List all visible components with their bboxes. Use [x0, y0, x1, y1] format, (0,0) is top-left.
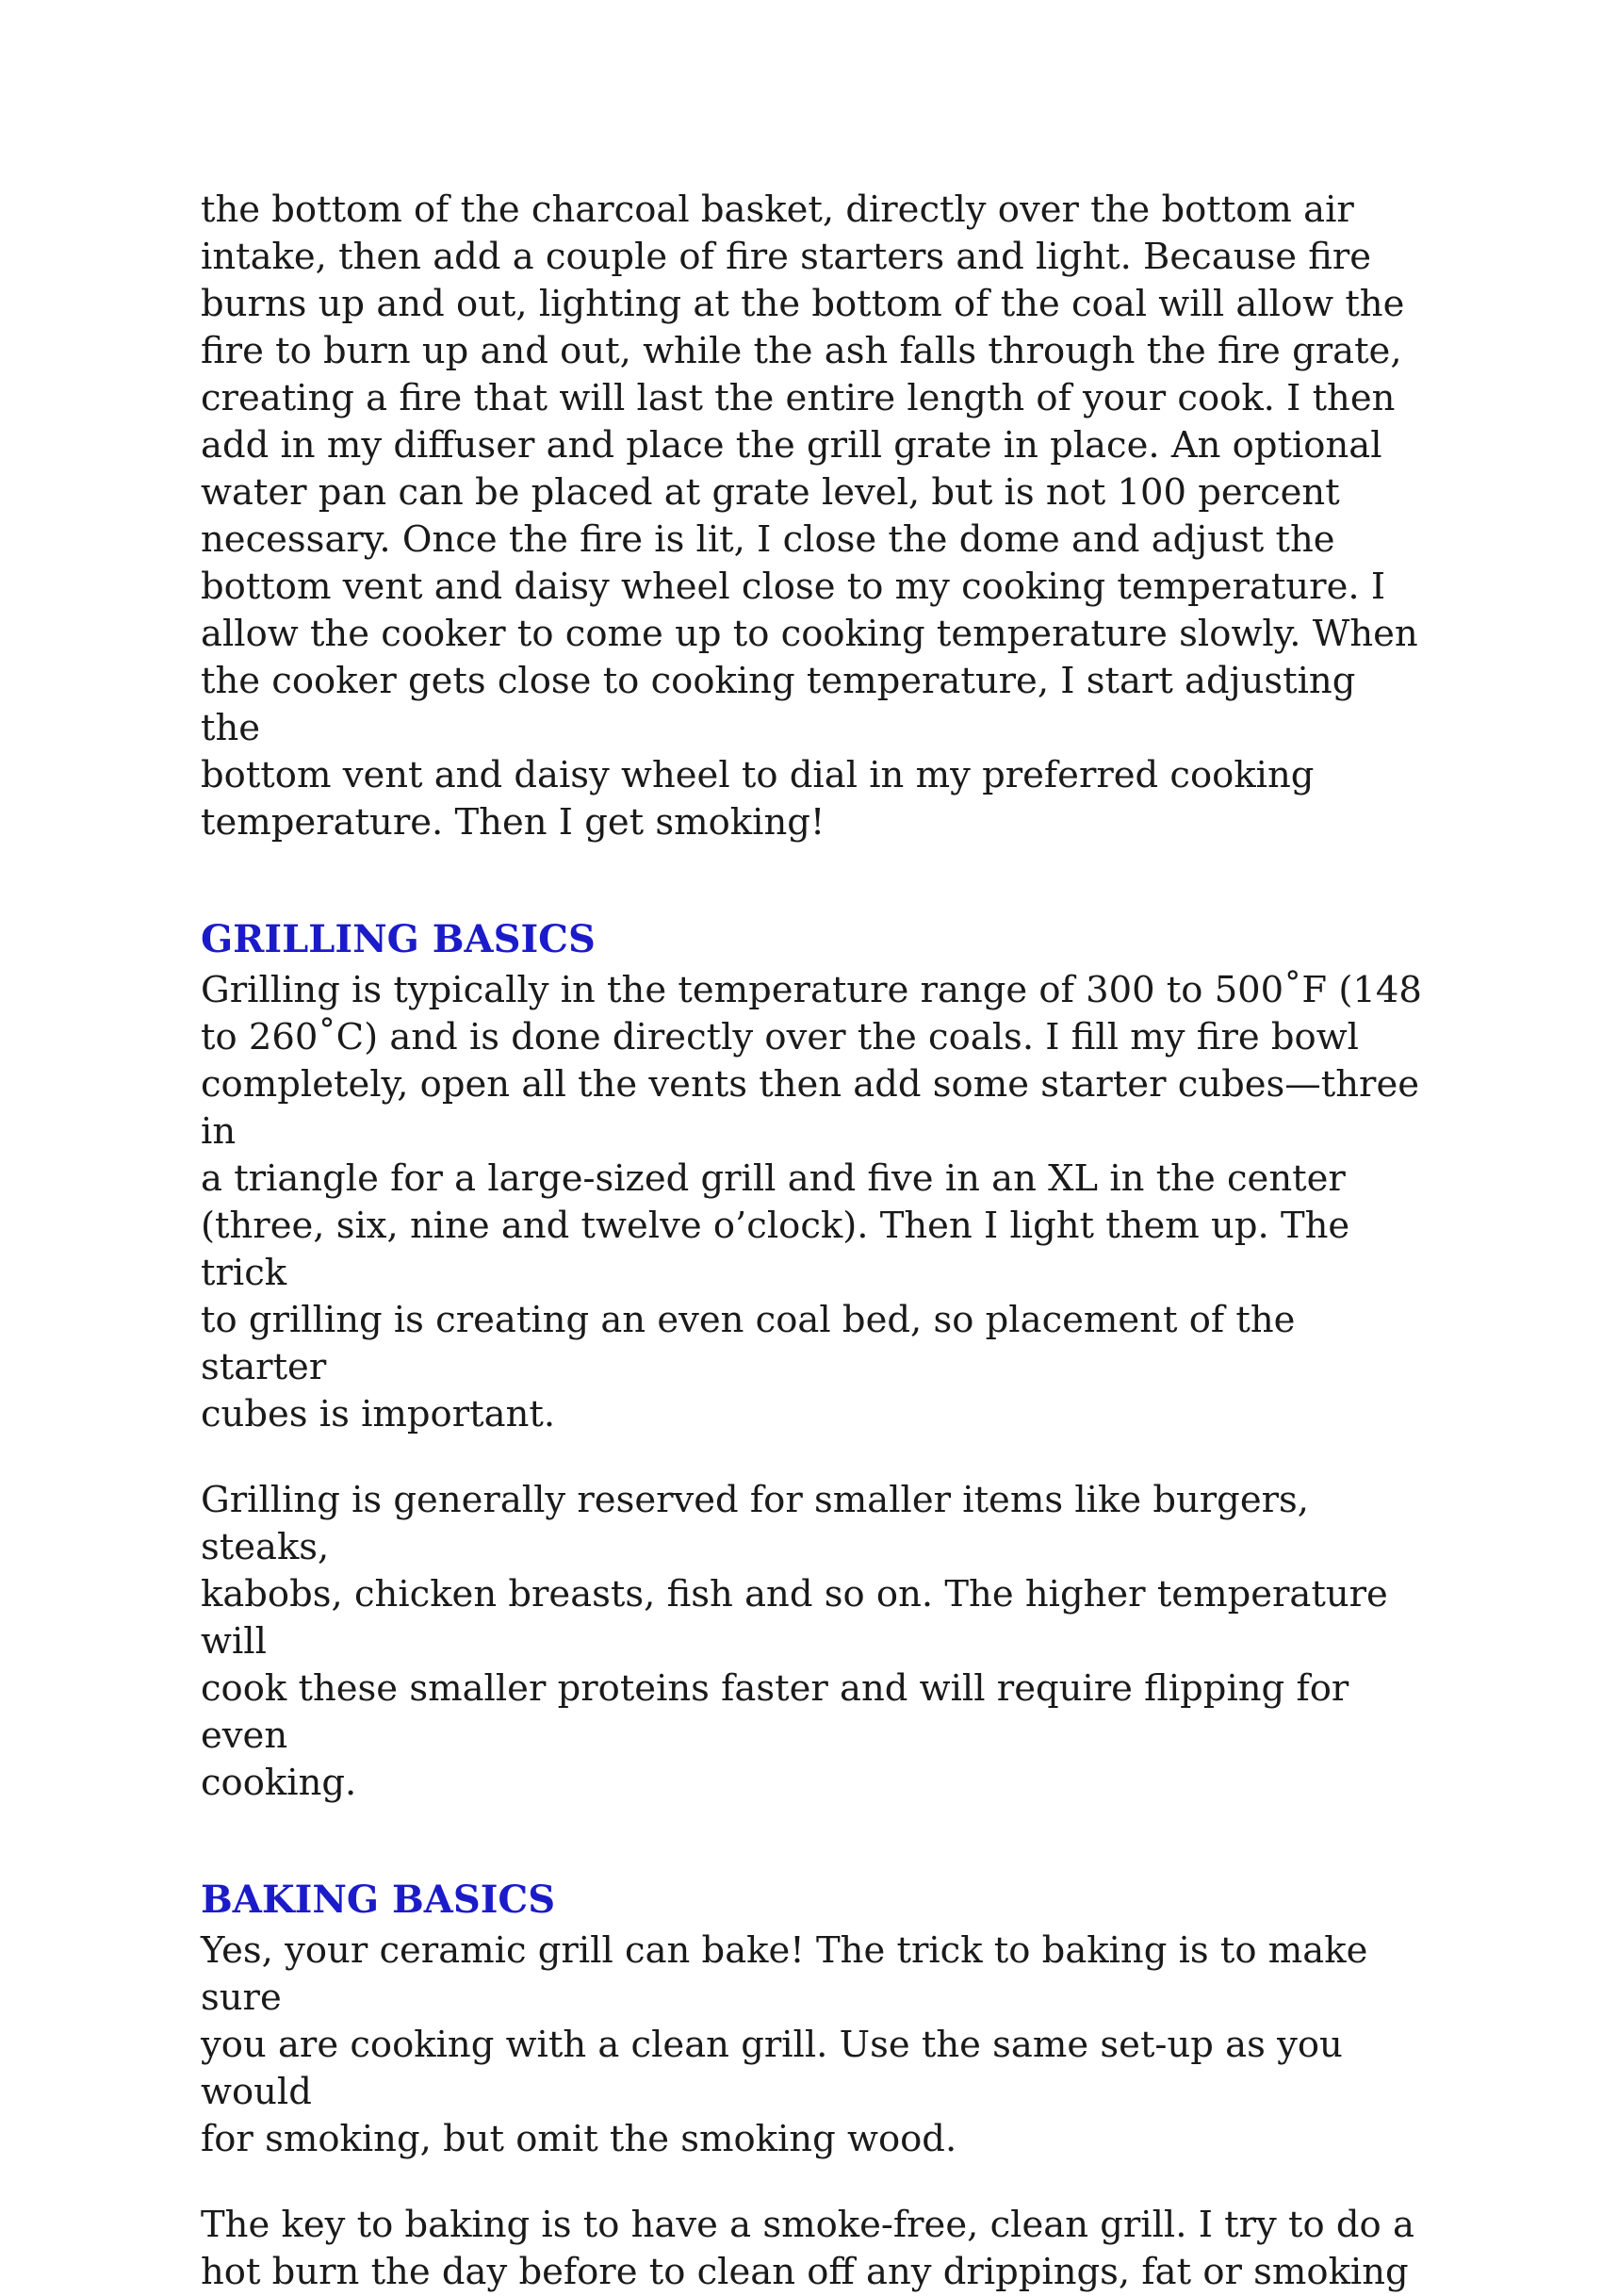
grilling-basics-heading: GRILLING BASICS	[201, 917, 596, 961]
document-page	[201, 187, 1426, 2296]
intro-paragraph: the bottom of the charcoal basket, directly over the bottom air intake, then add a couple of fire starters and light. Because fire burns up and out, lighting at the bottom of the coal will allow the fire to burn up and out, while the ash falls through the fire grate, creating a fire that will last the entire length of your cook. I then add in my diffuser and place the grill grate in place. An optional water pan can be placed at grate level, but is not 100 percent necessary. Once the fire is lit, I close the dome and adjust the bottom vent and daisy wheel close to my cooking temperature. I allow the cooker to come up to cooking temperature slowly. When the cooker gets close to cooking temperature, I start adjusting the bottom vent and daisy wheel to dial in my preferred cooking temperature. Then I get smoking!	[201, 189, 1418, 844]
baking-paragraph-1: Yes, your ceramic grill can bake! The trick to baking is to make sure you are cooking with a clean grill. Use the same set-up as you would for smoking, but omit the smoking wood.	[201, 1929, 1368, 2160]
grilling-paragraph-1: Grilling is typically in the temperature range of 300 to 500˚F (148 to 260˚C) and is done directly over the coals. I fill my fire bowl completely, open all the vents then add some starter cubes—three in a triangle for a large-sized grill and five in an XL in the center (three, six, nine and twelve o’clock). Then I light them up. The trick to grilling is creating an even coal bed, so placement of the starter cubes is important.	[201, 969, 1422, 1435]
baking-basics-heading: BAKING BASICS	[201, 1878, 556, 1922]
grilling-paragraph-2: Grilling is generally reserved for smaller items like burgers, steaks, kabobs, chicken breasts, fish and so on. The higher temperature will cook these smaller proteins faster and will require flipping for even cooking.	[201, 1479, 1388, 1804]
baking-paragraph-2: The key to baking is to have a smoke-free, clean grill. I try to do a hot burn the day before to clean off any drippings, fat or smoking	[201, 2204, 1414, 2293]
